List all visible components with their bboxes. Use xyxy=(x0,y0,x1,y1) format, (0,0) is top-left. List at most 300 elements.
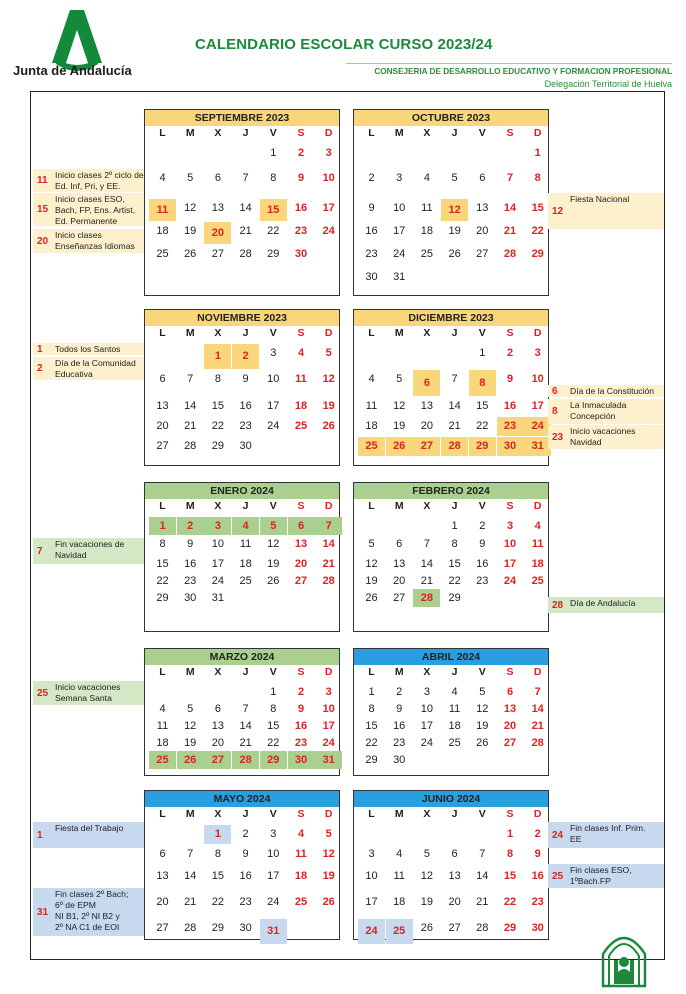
day-cell: 14 xyxy=(239,720,252,732)
weekday-label: D xyxy=(533,808,542,820)
day-cell: 4 xyxy=(534,520,541,532)
day-cell: 27 xyxy=(476,248,489,260)
day-cell: 2 xyxy=(232,344,259,369)
day-cell: 22 xyxy=(267,737,280,749)
day-cell: 3 xyxy=(325,147,332,159)
note-day-number: 7 xyxy=(37,545,43,557)
note-item xyxy=(548,385,664,397)
day-cell: 24 xyxy=(267,420,280,432)
day-cell: 21 xyxy=(184,896,197,908)
day-cell: 29 xyxy=(448,592,461,604)
day-cell: 16 xyxy=(294,720,308,732)
day-cell: 25 xyxy=(156,248,169,260)
day-cell: 30 xyxy=(531,922,544,934)
day-cell: 21 xyxy=(531,720,544,732)
day-cell: 3 xyxy=(534,347,541,359)
day-cell: 8 xyxy=(270,172,277,184)
day-cell: 24 xyxy=(211,575,225,587)
day-cell: 26 xyxy=(177,751,204,769)
weekday-label: V xyxy=(478,808,486,820)
day-cell: 15 xyxy=(503,870,517,882)
day-cell: 10 xyxy=(267,373,280,385)
weekday-label: V xyxy=(269,127,277,139)
day-cell: 2 xyxy=(297,147,305,159)
day-cell: 11 xyxy=(239,538,252,550)
note-day-number: 31 xyxy=(37,906,49,918)
day-cell: 18 xyxy=(156,225,169,237)
note-item xyxy=(548,399,664,424)
day-cell: 30 xyxy=(184,592,197,604)
weekday-label: V xyxy=(478,127,486,139)
day-cell: 19 xyxy=(365,575,378,587)
day-cell: 23 xyxy=(294,225,308,237)
day-cell: 28 xyxy=(232,751,259,769)
day-cell: 12 xyxy=(393,400,406,412)
day-cell: 18 xyxy=(156,737,169,749)
weekday-label: S xyxy=(297,500,305,512)
day-cell: 19 xyxy=(420,896,434,908)
day-cell: 18 xyxy=(294,400,308,412)
day-cell: 17 xyxy=(531,400,544,412)
day-cell: 8 xyxy=(214,373,221,385)
day-cell: 30 xyxy=(497,437,524,456)
day-cell: 3 xyxy=(204,517,231,535)
weekday-label: L xyxy=(159,127,166,139)
weekday-label: V xyxy=(269,808,277,820)
note-text: Inicio clases 2º ciclo de Ed. Inf, Pri, y EE. xyxy=(55,170,144,191)
note-item xyxy=(33,193,144,226)
day-cell: 3 xyxy=(506,520,514,532)
day-cell: 29 xyxy=(211,440,225,452)
day-cell: 22 xyxy=(156,575,169,587)
weekday-label: X xyxy=(423,808,431,820)
day-cell: 26 xyxy=(365,592,378,604)
weekday-label: M xyxy=(394,127,404,139)
month-title: MARZO 2024 xyxy=(145,649,339,665)
day-cell: 9 xyxy=(368,202,375,214)
day-cell: 11 xyxy=(421,202,433,214)
day-cell: 4 xyxy=(368,373,375,385)
day-cell: 5 xyxy=(325,347,332,359)
day-cell: 20 xyxy=(476,225,489,237)
day-cell: 10 xyxy=(393,202,406,214)
day-cell: 2 xyxy=(506,347,514,359)
month-title: MAYO 2024 xyxy=(145,791,339,807)
day-cell: 29 xyxy=(260,751,287,769)
day-cell: 8 xyxy=(368,703,375,715)
weekday-label: M xyxy=(185,666,195,678)
day-cell: 23 xyxy=(294,737,308,749)
weekday-label: S xyxy=(297,327,305,339)
day-cell: 22 xyxy=(211,420,225,432)
day-cell: 15 xyxy=(156,558,169,570)
day-cell: 5 xyxy=(368,538,375,550)
day-cell: 4 xyxy=(451,686,458,698)
note-text: Día de Andalucía xyxy=(570,598,636,608)
day-cell: 5 xyxy=(187,172,194,184)
day-cell: 11 xyxy=(156,720,169,732)
weekday-label: X xyxy=(423,327,431,339)
day-cell: 20 xyxy=(211,737,225,749)
day-cell: 13 xyxy=(156,400,169,412)
day-cell: 14 xyxy=(448,400,461,412)
weekday-label: X xyxy=(214,808,222,820)
weekday-label: X xyxy=(423,666,431,678)
weekday-label: J xyxy=(451,127,458,139)
day-cell: 15 xyxy=(267,720,280,732)
day-cell: 21 xyxy=(239,225,252,237)
day-cell: 12 xyxy=(184,202,197,214)
day-cell: 3 xyxy=(270,828,277,840)
day-cell: 10 xyxy=(322,172,335,184)
month-7 xyxy=(144,648,340,776)
day-cell: 24 xyxy=(358,919,385,944)
day-cell: 22 xyxy=(267,225,280,237)
day-cell: 24 xyxy=(524,417,551,436)
day-cell: 31 xyxy=(211,592,225,604)
weekday-label: J xyxy=(242,666,249,678)
note-day-number: 24 xyxy=(552,829,564,841)
day-cell: 27 xyxy=(156,440,169,452)
day-cell: 11 xyxy=(448,703,461,715)
note-day-number: 25 xyxy=(552,870,564,882)
day-cell: 6 xyxy=(214,172,221,184)
day-cell: 2 xyxy=(177,517,204,535)
day-cell: 8 xyxy=(159,538,166,550)
day-cell: 15 xyxy=(211,400,225,412)
day-cell: 12 xyxy=(322,848,335,860)
page-title: CALENDARIO ESCOLAR CURSO 2023/24 xyxy=(195,36,493,53)
day-cell: 12 xyxy=(267,538,280,550)
note-text: Inicio clases Enseñanzas Idiomas xyxy=(55,230,135,251)
day-cell: 4 xyxy=(423,172,430,184)
day-cell: 23 xyxy=(239,420,252,432)
day-cell: 17 xyxy=(322,720,335,732)
weekday-label: M xyxy=(185,500,195,512)
note-item xyxy=(33,357,144,380)
weekday-label: M xyxy=(394,666,404,678)
day-cell: 14 xyxy=(184,870,197,882)
day-cell: 23 xyxy=(393,737,406,749)
day-cell: 6 xyxy=(396,538,403,550)
day-cell: 11 xyxy=(365,400,378,412)
weekday-label: X xyxy=(423,127,431,139)
month-title: ENERO 2024 xyxy=(145,483,339,499)
day-cell: 26 xyxy=(322,420,335,432)
note-day-number: 20 xyxy=(37,235,49,247)
weekday-label: J xyxy=(242,127,249,139)
day-cell: 10 xyxy=(322,703,335,715)
day-cell: 21 xyxy=(184,420,197,432)
day-cell: 20 xyxy=(448,896,461,908)
day-cell: 27 xyxy=(393,592,406,604)
note-text: Día de la Comunidad Educativa xyxy=(55,358,136,379)
note-text: Inicio vacaciones Semana Santa xyxy=(55,682,121,703)
consejeria-label: CONSEJERIA DE DESARROLLO EDUCATIVO Y FORMACION PROFESIONAL xyxy=(374,67,672,76)
weekday-label: M xyxy=(394,500,404,512)
day-cell: 20 xyxy=(156,420,169,432)
day-cell: 30 xyxy=(239,922,252,934)
day-cell: 30 xyxy=(288,751,315,769)
day-cell: 11 xyxy=(149,199,176,221)
note-text: La Inmaculada Concepción xyxy=(570,400,627,421)
day-cell: 8 xyxy=(214,848,221,860)
day-cell: 1 xyxy=(451,520,458,532)
weekday-label: D xyxy=(324,327,333,339)
day-cell: 25 xyxy=(294,420,308,432)
day-cell: 23 xyxy=(531,896,544,908)
note-item xyxy=(33,888,144,936)
weekday-label: L xyxy=(368,500,375,512)
day-cell: 4 xyxy=(159,703,166,715)
day-cell: 10 xyxy=(531,373,544,385)
note-item xyxy=(548,193,664,229)
weekday-label: S xyxy=(297,808,305,820)
day-cell: 1 xyxy=(204,344,231,369)
weekday-label: L xyxy=(159,500,166,512)
day-cell: 13 xyxy=(393,558,406,570)
day-cell: 28 xyxy=(413,589,440,607)
day-cell: 3 xyxy=(396,172,403,184)
day-cell: 21 xyxy=(503,225,517,237)
weekday-label: D xyxy=(324,666,333,678)
day-cell: 12 xyxy=(322,373,335,385)
day-cell: 13 xyxy=(420,400,434,412)
day-cell: 19 xyxy=(476,720,489,732)
month-title: DICIEMBRE 2023 xyxy=(354,310,548,326)
weekday-label: X xyxy=(214,666,222,678)
day-cell: 25 xyxy=(149,751,176,769)
day-cell: 19 xyxy=(322,400,335,412)
day-cell: 6 xyxy=(413,370,440,396)
day-cell: 18 xyxy=(294,870,308,882)
day-cell: 13 xyxy=(448,870,461,882)
day-cell: 4 xyxy=(297,828,305,840)
note-text: Inicio clases ESO, Bach, FP, Ens. Artist, Ed. Permanente xyxy=(55,194,136,226)
org-name: Junta de Andalucía xyxy=(13,63,132,78)
day-cell: 22 xyxy=(503,896,517,908)
day-cell: 29 xyxy=(211,922,225,934)
weekday-label: S xyxy=(506,127,514,139)
day-cell: 10 xyxy=(420,703,434,715)
day-cell: 29 xyxy=(365,754,378,766)
day-cell: 1 xyxy=(149,517,176,535)
day-cell: 3 xyxy=(325,686,332,698)
day-cell: 19 xyxy=(184,225,197,237)
day-cell: 7 xyxy=(315,517,342,535)
day-cell: 6 xyxy=(159,848,166,860)
day-cell: 28 xyxy=(184,922,197,934)
weekday-label: M xyxy=(394,808,404,820)
weekday-label: S xyxy=(506,666,514,678)
weekday-label: M xyxy=(185,127,195,139)
note-text: Fin vacaciones de Navidad xyxy=(55,539,125,560)
weekday-label: L xyxy=(368,127,375,139)
day-cell: 16 xyxy=(184,558,197,570)
weekday-label: M xyxy=(185,327,195,339)
weekday-label: X xyxy=(423,500,431,512)
day-cell: 9 xyxy=(242,848,249,860)
day-cell: 16 xyxy=(531,870,544,882)
day-cell: 7 xyxy=(534,686,541,698)
day-cell: 5 xyxy=(396,373,403,385)
day-cell: 5 xyxy=(451,172,458,184)
day-cell: 9 xyxy=(297,172,305,184)
note-item xyxy=(33,169,144,192)
day-cell: 17 xyxy=(267,870,280,882)
weekday-label: L xyxy=(159,327,166,339)
day-cell: 8 xyxy=(451,538,458,550)
day-cell: 29 xyxy=(156,592,169,604)
day-cell: 10 xyxy=(365,870,378,882)
month-10 xyxy=(353,790,549,940)
day-cell: 24 xyxy=(267,896,280,908)
weekday-label: S xyxy=(506,500,514,512)
weekday-label: X xyxy=(214,500,222,512)
day-cell: 17 xyxy=(393,225,406,237)
day-cell: 21 xyxy=(322,558,335,570)
day-cell: 5 xyxy=(423,848,430,860)
day-cell: 30 xyxy=(393,754,406,766)
day-cell: 14 xyxy=(420,558,434,570)
day-cell: 16 xyxy=(503,400,517,412)
day-cell: 15 xyxy=(531,202,544,214)
note-day-number: 1 xyxy=(37,829,43,841)
day-cell: 4 xyxy=(232,517,259,535)
day-cell: 3 xyxy=(368,848,375,860)
day-cell: 16 xyxy=(239,400,252,412)
day-cell: 13 xyxy=(503,703,517,715)
day-cell: 17 xyxy=(420,720,434,732)
day-cell: 21 xyxy=(448,420,461,432)
day-cell: 9 xyxy=(297,703,305,715)
day-cell: 12 xyxy=(441,199,468,221)
note-day-number: 11 xyxy=(37,175,48,186)
day-cell: 27 xyxy=(448,922,461,934)
day-cell: 12 xyxy=(184,720,197,732)
day-cell: 11 xyxy=(295,373,307,385)
weekday-label: J xyxy=(451,808,458,820)
day-cell: 13 xyxy=(211,202,225,214)
day-cell: 27 xyxy=(156,922,169,934)
month-5 xyxy=(144,482,340,632)
day-cell: 27 xyxy=(211,248,225,260)
day-cell: 4 xyxy=(159,172,166,184)
day-cell: 14 xyxy=(503,202,517,214)
day-cell: 15 xyxy=(476,400,489,412)
day-cell: 14 xyxy=(476,870,489,882)
day-cell: 17 xyxy=(211,558,225,570)
day-cell: 25 xyxy=(239,575,252,587)
day-cell: 7 xyxy=(451,373,458,385)
day-cell: 18 xyxy=(239,558,252,570)
day-cell: 17 xyxy=(365,896,378,908)
day-cell: 1 xyxy=(479,347,486,359)
weekday-label: D xyxy=(324,127,333,139)
day-cell: 9 xyxy=(187,538,194,550)
day-cell: 28 xyxy=(531,737,544,749)
day-cell: 28 xyxy=(322,575,335,587)
month-title: JUNIO 2024 xyxy=(354,791,548,807)
weekday-label: L xyxy=(368,666,375,678)
day-cell: 22 xyxy=(365,737,378,749)
day-cell: 28 xyxy=(503,248,517,260)
day-cell: 6 xyxy=(451,848,458,860)
day-cell: 8 xyxy=(270,703,277,715)
weekday-label: V xyxy=(269,500,277,512)
weekday-label: S xyxy=(297,127,305,139)
month-title: FEBRERO 2024 xyxy=(354,483,548,499)
day-cell: 6 xyxy=(288,517,315,535)
day-cell: 25 xyxy=(420,248,434,260)
day-cell: 22 xyxy=(476,420,489,432)
note-day-number: 25 xyxy=(37,687,49,699)
day-cell: 19 xyxy=(267,558,280,570)
note-day-number: 8 xyxy=(552,406,558,417)
day-cell: 10 xyxy=(267,848,280,860)
day-cell: 30 xyxy=(239,440,252,452)
day-cell: 6 xyxy=(506,686,514,698)
day-cell: 7 xyxy=(506,172,514,184)
day-cell: 25 xyxy=(294,896,308,908)
note-item xyxy=(33,681,144,705)
weekday-label: J xyxy=(242,500,249,512)
weekday-label: D xyxy=(533,500,542,512)
day-cell: 26 xyxy=(267,575,280,587)
day-cell: 25 xyxy=(358,437,385,456)
note-text: Fin clases 2º Bach; 6º de EPM NI B1, 2º NI B2 y 2º NA C1 de EOI xyxy=(55,889,129,932)
note-text: Fin clases ESO, 1ºBach.FP xyxy=(570,865,632,886)
weekday-label: S xyxy=(506,808,514,820)
month-3 xyxy=(144,309,340,466)
note-item xyxy=(33,343,144,355)
delegacion-label: Delegación Territorial de Huelva xyxy=(544,79,672,89)
day-cell: 25 xyxy=(448,737,461,749)
day-cell: 19 xyxy=(448,225,461,237)
day-cell: 24 xyxy=(322,225,335,237)
day-cell: 2 xyxy=(479,520,486,532)
weekday-label: J xyxy=(451,500,458,512)
day-cell: 2 xyxy=(368,172,375,184)
day-cell: 13 xyxy=(476,202,489,214)
day-cell: 21 xyxy=(476,896,489,908)
day-cell: 26 xyxy=(322,896,335,908)
day-cell: 23 xyxy=(476,575,489,587)
day-cell: 24 xyxy=(322,737,335,749)
note-item xyxy=(548,822,664,848)
day-cell: 23 xyxy=(365,248,378,260)
day-cell: 7 xyxy=(479,848,486,860)
day-cell: 24 xyxy=(420,737,434,749)
day-cell: 10 xyxy=(503,538,517,550)
day-cell: 9 xyxy=(396,703,403,715)
note-day-number: 12 xyxy=(552,205,564,217)
day-cell: 29 xyxy=(469,437,496,456)
day-cell: 18 xyxy=(393,896,406,908)
day-cell: 13 xyxy=(294,538,308,550)
weekday-label: D xyxy=(533,327,542,339)
day-cell: 30 xyxy=(365,271,378,283)
weekday-label: D xyxy=(324,500,333,512)
weekday-label: X xyxy=(214,327,222,339)
note-day-number: 28 xyxy=(552,599,564,611)
day-cell: 16 xyxy=(365,225,378,237)
day-cell: 1 xyxy=(368,686,375,698)
header-rule xyxy=(346,63,672,64)
month-title: NOVIEMBRE 2023 xyxy=(145,310,339,326)
day-cell: 9 xyxy=(479,538,486,550)
month-title: OCTUBRE 2023 xyxy=(354,110,548,126)
